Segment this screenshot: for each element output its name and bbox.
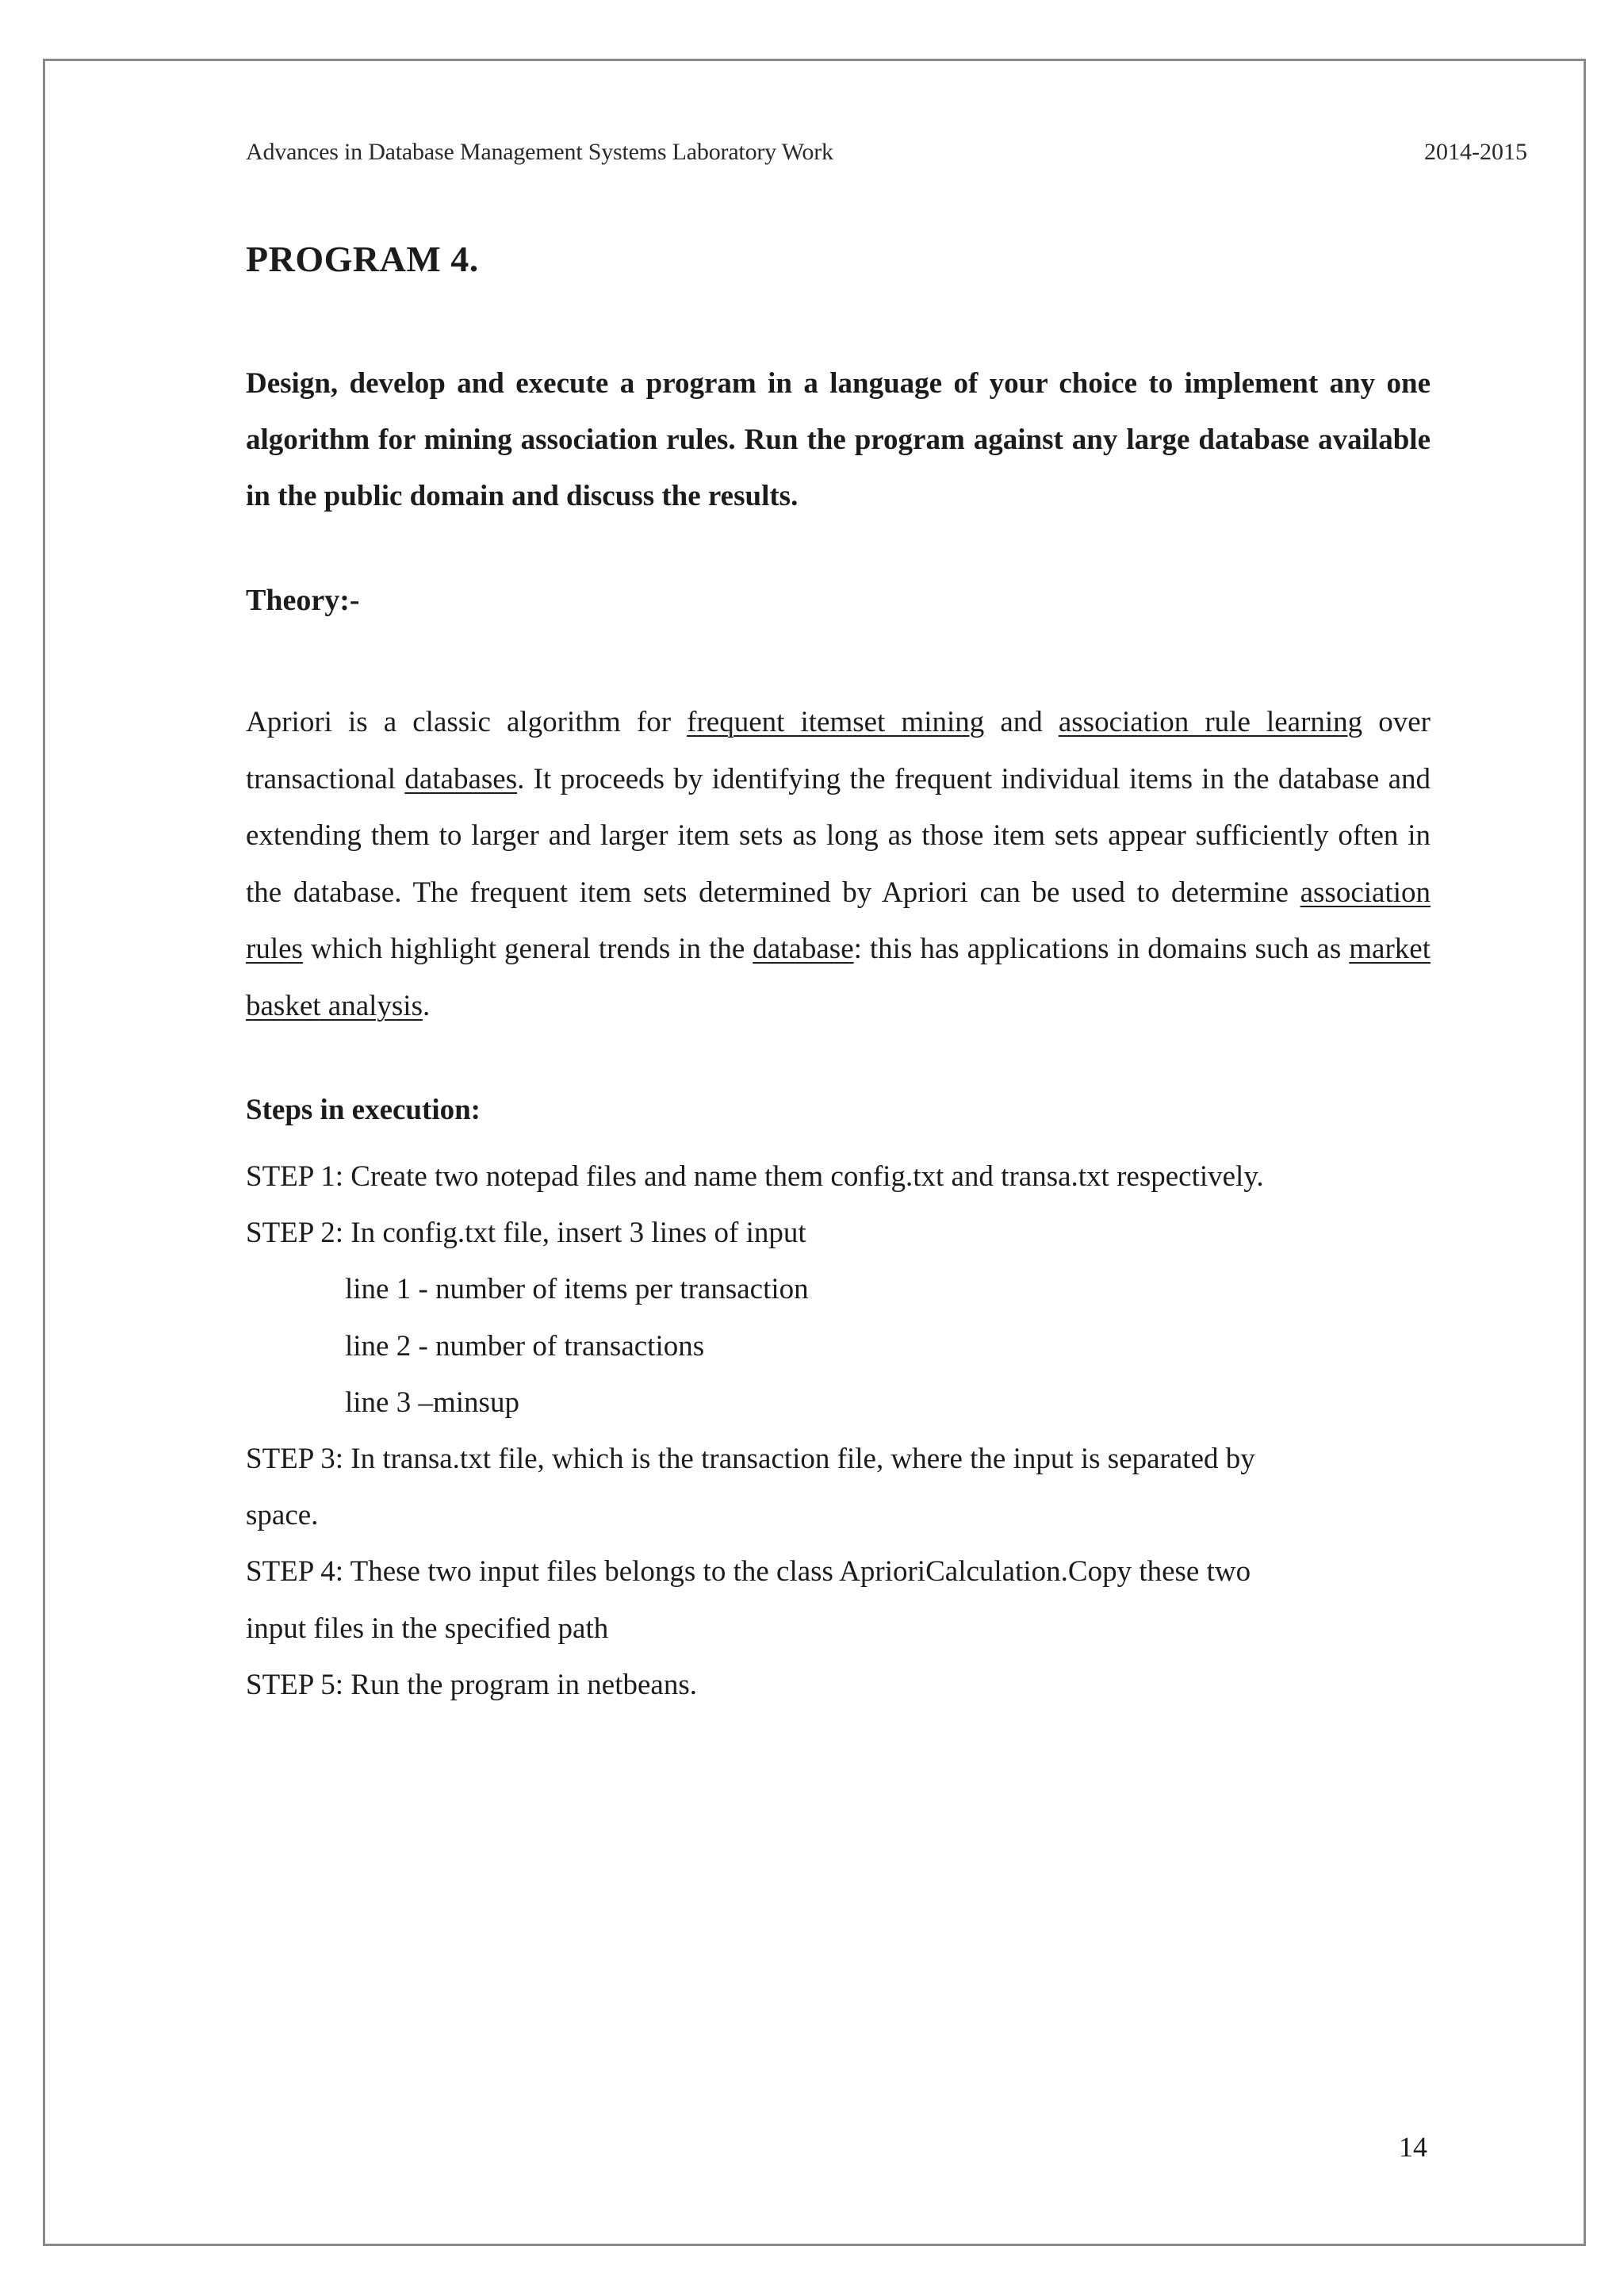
theory-text: . It proceeds by identifying the frequent individual items in the database and extending them to larger and larger item sets as long as those item sets appear sufficiently often in the database. The frequent item sets determined by Apriori can be used to determine xyxy=(246,762,1431,909)
program-title: PROGRAM 4. xyxy=(246,239,479,279)
step-4-continued: input files in the specified path xyxy=(246,1612,609,1645)
running-header-title: Advances in Database Management Systems Laboratory Work xyxy=(246,139,833,165)
page-number: 14 xyxy=(1399,2131,1427,2163)
running-header-year: 2014-2015 xyxy=(1424,139,1527,165)
theory-text: : this has applications in domains such as xyxy=(853,933,1350,966)
theory-text: over transactional xyxy=(246,706,1431,795)
theory-text: Apriori is a classic algorithm for xyxy=(246,706,688,738)
step-2: STEP 2: In config.txt file, insert 3 lines of input xyxy=(246,1217,806,1250)
step-2-line-2: line 2 - number of transactions xyxy=(345,1329,705,1363)
step-4: STEP 4: These two input files belongs to the class AprioriCalculation.Copy these two xyxy=(246,1555,1251,1589)
theory-text: which highlight general trends in the xyxy=(302,933,753,966)
step-2-line-3: line 3 –minsup xyxy=(345,1386,519,1419)
link-database[interactable]: database xyxy=(753,933,854,966)
link-databases[interactable]: databases xyxy=(404,762,518,795)
steps-heading: Steps in execution: xyxy=(246,1094,481,1126)
step-5: STEP 5: Run the program in netbeans. xyxy=(246,1668,697,1701)
theory-heading: Theory:- xyxy=(246,584,360,617)
link-frequent-itemset-mining[interactable]: frequent itemset mining xyxy=(687,706,985,738)
step-3-continued: space. xyxy=(246,1499,319,1532)
theory-paragraph xyxy=(246,694,1431,1035)
theory-text: and xyxy=(984,706,1059,738)
link-market-basket-analysis[interactable]: market basket analysis xyxy=(246,933,1431,1022)
theory-text: . xyxy=(422,989,431,1022)
step-1: STEP 1: Create two notepad files and name them config.txt and transa.txt respectively. xyxy=(246,1160,1264,1193)
task-statement: Design, develop and execute a program in a language of your choice to implement any one algorithm for mining association rules. Run the program against any large database available in the public domain and discuss the results. xyxy=(246,367,1431,512)
link-association-rule-learning[interactable]: association rule learning xyxy=(1058,706,1363,738)
link-association-rules[interactable]: association rules xyxy=(246,876,1431,966)
steps-list xyxy=(246,1148,1431,1713)
step-3: STEP 3: In transa.txt file, which is the transaction file, where the input is separated by xyxy=(246,1443,1255,1476)
step-2-line-1: line 1 - number of items per transaction xyxy=(345,1273,809,1306)
